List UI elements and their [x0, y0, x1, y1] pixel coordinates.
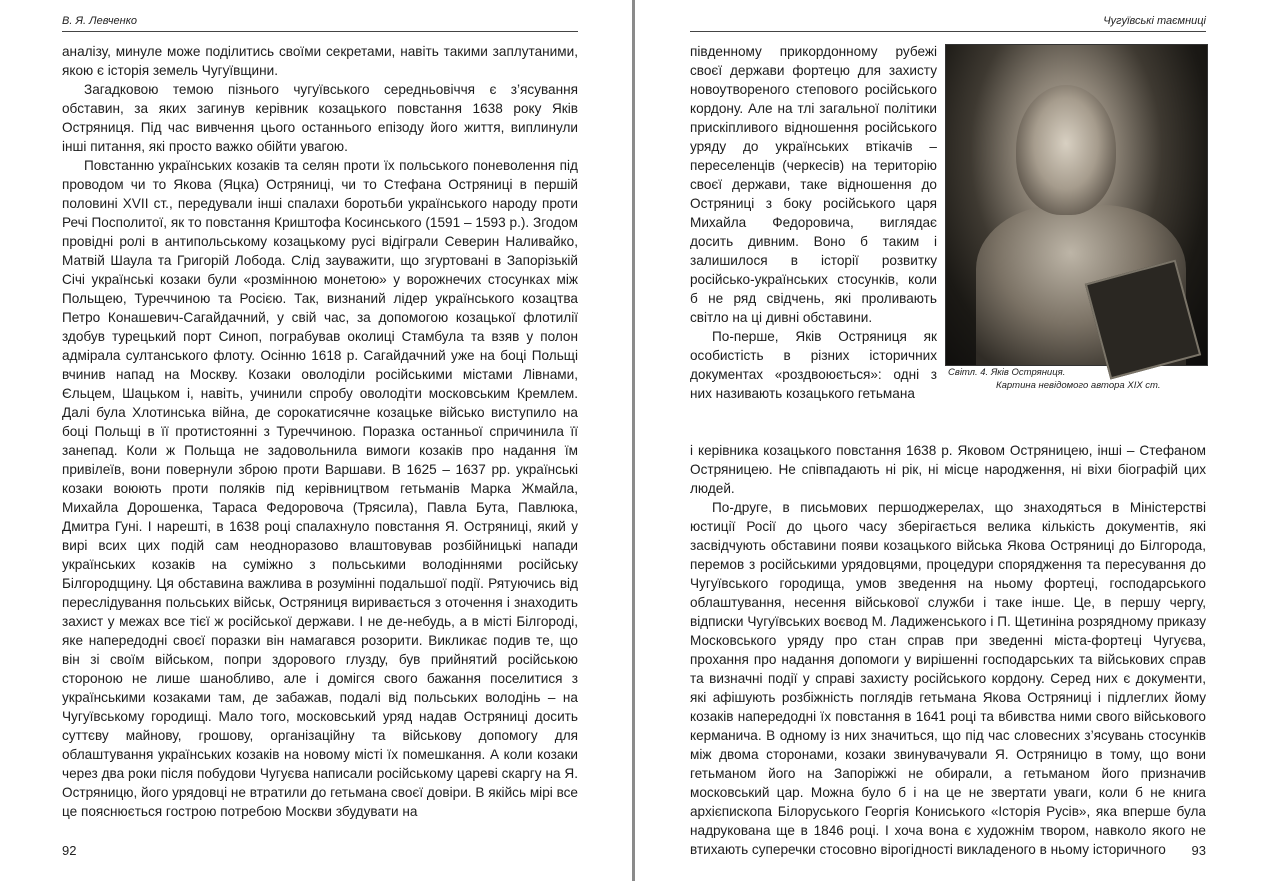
- page-number: 92: [62, 843, 77, 858]
- running-header-author: В. Я. Левченко: [62, 15, 138, 27]
- portrait-figure-face: [1016, 85, 1116, 215]
- running-header-title: Чугуївські таємниці: [1103, 15, 1206, 27]
- right-body-text: [690, 441, 1206, 859]
- header-rule: [690, 31, 1206, 32]
- portrait-image: [945, 44, 1208, 366]
- paragraph: аналізу, минуле може поділитись своїми секретами, навіть такими заплутаними, якою є історія земель Чугуївщини.: [62, 44, 578, 78]
- paragraph: По-друге, в письмових першоджерелах, що знаходяться в Міністерстві юстиції Росії до цього часу зберігається велика кількість документів, які засвідчують обставини появи козацького війська Якова Остряниці до Білгорода, перемов з російськими урядовцями, процедури спорядження та пересування до Чугуївського городища, умов зведення на ньому фортеці, господарського облаштування, несення військової служби і таке інше. Це, в першу чергу, відписки Чугуївських воєвод М. Ладиженського і П. Щетиніна розрядному приказу Московського уряду про стан справ при зведенні міста-фортеці Чугуєва, прохання про надання допомоги у вирішенні господарських та військових справ та визначні події у справі захисту російського кордону. Серед них є документи, які афішують розбіжність поглядів гетьмана Якова Остряниці і підлеглих йому козаків напередодні їх повстання в 1641 році та вбивства ними свого військового керманича. В одному із них значиться, що під час словесних з’ясувань стосунків між двома сторонами, козаки звинувачували Я. Остряницю в тому, що вони гетьманом його на Запоріжжі не обирали, а гетьманом його призначив московський цар. Можна було б і на це не звертати уваги, коли б не книга архієпископа Білоруського Георгія Кониського «Історія Русів», яка вперше була надрукована ще в 1846 році. І хоча вона є художнім твором, навколо якого не втихають суперечки стосовно вірогідності викладеного в ньому історичного: [690, 500, 1206, 857]
- figure-caption: [948, 366, 1210, 392]
- left-body-text: [62, 42, 578, 821]
- right-page: [635, 0, 1267, 881]
- header-rule: [62, 31, 578, 32]
- paragraph: Повстанню українських козаків та селян проти їх польського поневолення під проводом чи то Якова (Яцка) Остряниці, чи то Стефана Остряниці в першій половині XVII ст., передували інші спалахи боротьби українського народу проти Речі Посполитої, як то повстання Криштофа Косинського (1591 – 1593 р.). Згодом провідні ролі в антипольському козацькому русі відіграли Северин Наливайко, Матвій Шаула та Григорій Лобода. Слід зауважити, що згуртовані в Запорізькій Січі українські козаки були «розмінною монетою» у ворожнечих стосунках між Польщею, Туреччиною та Росією. Так, визнаний лідер українського козацтва Петро Конашевич-Сагайдачний, у свій час, за допомогою козацької флотилії здобув турецький порт Синоп, пограбував околиці Стамбула та взяв у полон адмірала султанського флоту. Осінню 1618 р. Сагайдачний уже на боці Польщі вчинив напад на Москву. Козаки оволоділи російськими містами Лівнами, Єльцем, Шацьком і, навіть, учинили спробу оволодіти московським Кремлем. Далі була Хлотинська війна, де сорокатисячне козацьке військо виступило на боці Польщі в її протистоянні з Туреччиною. Поразка останньої спричинила її занепад. Коли ж Польща не задовольнила вимоги козаків про надання їм привілеїв, вони повернули зброю проти Варшави. В 1625 – 1637 рр. українські козаки воюють проти поляків під керівництвом гетьманів Марка Жмайла, Михайла Дорошенка, Тараса Федоровоча (Трясила), Павла Бута, Павлюка, Дмитра Гуні. І нарешті, в 1638 році спалахнуло повстання Я. Остряниці, який у вирі всих цих подій сам неодноразово влаштовував розбійницькі напади українських козаків на суміжно з польськими володіннями російську Білгородщину. Ця обставина важлива в розумінні подальшої події. Рятуючись від переслідування польських військ, Остряниця виривається з оточення і знаходить захист у межах все тієї ж російської держави. І не де-небудь, а в місті Білгороді, яке напередодні своєї поразки він намагався розорити. Викликає подив те, що він зі своїм військом, попри здорового глузду, був прийнятий російською стороною не лише шанобливо, але і домігся свого бажання поселитися з українськими козаками там, де забажав, подалі від польських володінь – на Чугуївському городищі. Мало того, московський уряд надав Остряниці досить суттєву майнову, грошову, організаційну та військову допомогу для облаштування українських козаків на новому місті їх помешкання. А коли козаки через два роки після побудови Чугуєва написали російському цареві скаргу на Я. Остряницю, його урядовці не втратили до гетьмана своєї довіри. В якійсь мірі все це пояснюється гострою потребою Москви збудувати на: [62, 158, 578, 819]
- paragraph: Загадковою темою пізнього чугуївського середньовіччя є з’ясування обставин, за яких загинув керівник козацького повстання 1638 року Яків Остряниця. Під час вивчення цього останнього епізоду його життя, виплинули інші питання, які просто важко обійти увагою.: [62, 82, 578, 154]
- right-wrapped-text: [690, 42, 937, 403]
- paragraph: південному прикордонному рубежі своєї держави фортецю для захисту новоутвореного степового російського кордону. Але на тлі загальної політики прискіпливого відношення російського уряду до українських втікачів – переселенців (черкесів) на територію своєї держави, таке відношення до Остряниці з боку російського царя Михайла Федоровича, виглядає досить дивним. Воно б таким і залишилося в історії розвитку російсько-українських стосунків, коли б не ряд свідчень, які проливають світло на ці дивні обставини.: [690, 44, 937, 325]
- page-number: 93: [1191, 843, 1206, 858]
- caption-line: Картина невідомого автора XIX ст.: [996, 380, 1161, 391]
- caption-line: Світл. 4. Яків Остряниця.: [948, 367, 1066, 378]
- left-page: [0, 0, 632, 881]
- paragraph: і керівника козацького повстання 1638 р. Яковом Остряницею, інші – Стефаном Остряницею. Не співпадають ні рік, ні місце народження, ні віхи біографій цих людей.: [690, 443, 1206, 496]
- paragraph: По-перше, Яків Остряниця як особистість в різних історичних документах «роздвоюється»: одні з них називають козацького гетьмана: [690, 329, 937, 401]
